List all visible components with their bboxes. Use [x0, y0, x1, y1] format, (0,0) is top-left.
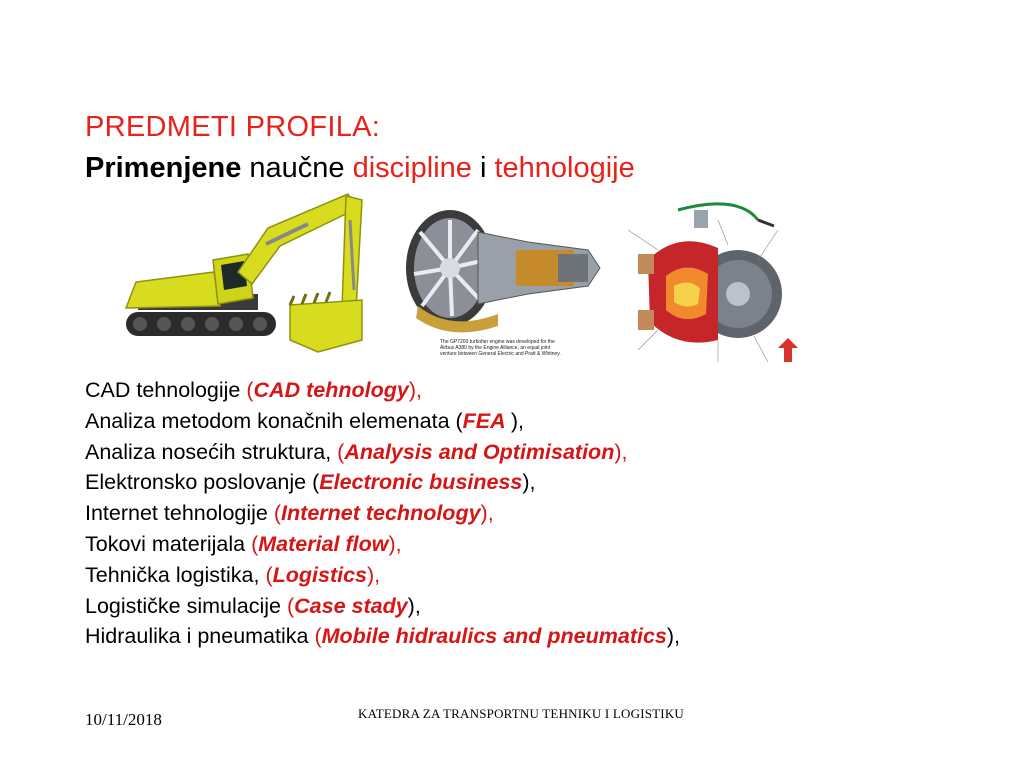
list-item-english: CAD tehnology	[253, 378, 409, 402]
subtitle-word-naucne: naučne	[241, 152, 353, 184]
turbofan-engine-image	[406, 210, 600, 357]
list-item-tail: ),	[614, 439, 628, 464]
list-item	[85, 406, 680, 437]
list-item-local: Elektronsko poslovanje	[85, 470, 313, 495]
list-item-english: FEA	[462, 408, 511, 433]
paren-open: (	[337, 439, 345, 464]
list-item-local: Tokovi materijala	[85, 531, 252, 556]
engine-caption-line-1: The GP7200 turbofan engine was developed for the	[440, 339, 555, 345]
engine-caption-line-3: venture between General Electric and Pratt & Whitney.	[440, 351, 561, 357]
subtitle-word-i: i	[471, 152, 495, 184]
list-item-local: Hidraulika i pneumatika	[85, 624, 315, 649]
list-item-tail: ),	[407, 593, 421, 618]
excavator-image	[126, 194, 362, 352]
paren-open: (	[246, 378, 254, 402]
list-item-local: Analiza metodom konačnih elemenata	[85, 408, 456, 433]
list-item-local: CAD tehnologije	[85, 378, 247, 402]
list-item-local: Tehnička logistika,	[85, 562, 266, 587]
list-item-english: Internet technology	[281, 501, 481, 526]
list-item-local: Analiza nosećih struktura,	[85, 439, 338, 464]
illustrations-strip	[118, 190, 818, 380]
list-item-tail: ),	[480, 501, 494, 526]
paren-open: (	[286, 593, 295, 618]
subtitle-word-discipline: discipline	[352, 152, 472, 184]
paren-open: (	[265, 562, 273, 587]
list-item-english: Analysis and Optimisation	[344, 439, 615, 464]
list-item	[85, 529, 680, 560]
list-item-english: Logistics	[272, 562, 368, 587]
list-item-english: Case stady	[294, 593, 408, 618]
paren-open: (	[455, 408, 463, 433]
list-item	[85, 437, 680, 468]
paren-open: (	[314, 624, 322, 649]
slide-title: PREDMETI PROFILA:	[85, 111, 381, 143]
footer-date: 10/11/2018	[85, 710, 162, 729]
turbocharger-image	[628, 204, 798, 362]
list-item	[85, 591, 680, 622]
list-item	[85, 498, 680, 529]
paren-open: (	[273, 501, 282, 526]
list-item-english: Electronic business	[319, 470, 523, 495]
list-item	[85, 467, 680, 498]
topics-list	[85, 375, 680, 652]
list-item	[85, 375, 680, 406]
paren-open: (	[251, 531, 259, 556]
paren-open: (	[312, 470, 320, 495]
subtitle-word-tehnologije: tehnologije	[494, 152, 635, 184]
list-item-local: Internet tehnologije	[85, 501, 274, 526]
list-item-tail: ),	[408, 378, 422, 402]
list-item-tail: ),	[510, 408, 524, 433]
list-item-local: Logističke simulacije	[85, 593, 287, 618]
list-item	[85, 560, 680, 591]
subtitle-word-primenjene: Primenjene	[85, 152, 242, 184]
list-item-english: Material flow	[258, 531, 389, 556]
list-item-english: Mobile hidraulics and pneumatics	[321, 624, 667, 649]
engine-caption-line-2: Airbus A380 by the Engine Alliance, an equal joint	[440, 345, 551, 351]
list-item	[85, 621, 680, 652]
slide-subtitle	[85, 152, 635, 185]
list-item-tail: ),	[388, 531, 402, 556]
list-item-tail: ),	[367, 562, 381, 587]
list-item-tail: ),	[666, 624, 681, 649]
footer-department: KATEDRA ZA TRANSPORTNU TEHNIKU I LOGISTIKU	[358, 706, 684, 721]
list-item-tail: ),	[522, 470, 536, 495]
